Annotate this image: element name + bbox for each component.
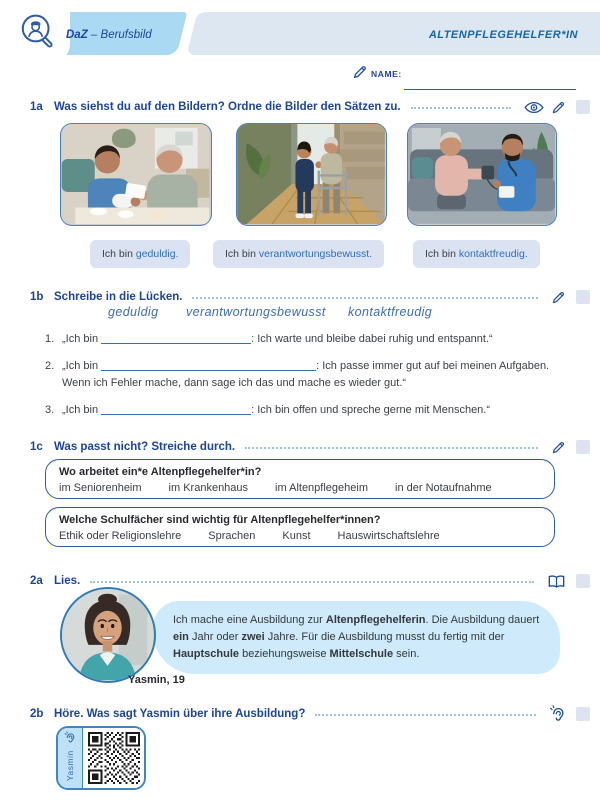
fill-in-blank[interactable] bbox=[101, 358, 316, 371]
sentence-text: „Ich bin : Ich bin offen und spreche gerne mit Menschen.“ bbox=[62, 403, 491, 416]
section-title: Höre. Was sagt Yasmin über ihre Ausbildung? bbox=[54, 708, 306, 720]
word-bank-item: kontaktfreudig bbox=[348, 305, 433, 319]
speaker-caption: Yasmin, 19 bbox=[128, 674, 185, 686]
fill-in-sentences bbox=[45, 331, 559, 428]
pill-text: Ich bin geduldig. bbox=[102, 248, 179, 260]
section-number: 1c bbox=[30, 441, 43, 453]
option: im Altenpflegeheim bbox=[275, 482, 368, 495]
sentence-3 bbox=[45, 402, 559, 420]
section-title: Was passt nicht? Streiche durch. bbox=[54, 441, 236, 453]
photo-2-caregiver-walks-senior-with-walker bbox=[236, 123, 387, 226]
dotted-leader bbox=[411, 107, 511, 109]
pill-text: Ich bin verantwortungsbewusst. bbox=[225, 248, 373, 260]
word-bank-item: verantwortungsbewusst bbox=[186, 305, 326, 319]
pencil-icon bbox=[352, 64, 368, 80]
pill-text: Ich bin kontaktfreudig. bbox=[425, 248, 528, 260]
word-bank-item: geduldig bbox=[108, 305, 159, 319]
margin-marker bbox=[576, 100, 590, 114]
series-rest: – Berufsbild bbox=[87, 29, 152, 41]
eye-icon bbox=[524, 101, 544, 114]
sentence-text: „Ich bin : Ich warte und bleibe dabei ruhig und entspannt.“ bbox=[62, 333, 493, 345]
ear-icon bbox=[549, 705, 566, 724]
ear-icon bbox=[64, 731, 76, 745]
name-input-line[interactable] bbox=[404, 74, 576, 90]
dotted-leader bbox=[245, 447, 538, 449]
fill-in-blank[interactable] bbox=[101, 331, 251, 344]
options-row bbox=[59, 528, 541, 545]
strike-through-box-workplaces bbox=[45, 459, 555, 499]
section-number: 1b bbox=[30, 291, 44, 303]
section-title: Schreibe in die Lücken. bbox=[54, 291, 183, 303]
pencil-icon bbox=[551, 100, 566, 115]
qr-card-label-strip bbox=[58, 728, 83, 788]
pencil-icon bbox=[551, 440, 566, 455]
sentence-pill-verantwortungsbewusst bbox=[213, 240, 384, 268]
qr-speaker-label: Yasmin bbox=[65, 750, 75, 781]
fill-in-blank[interactable] bbox=[101, 402, 251, 415]
section-number: 1a bbox=[30, 101, 43, 113]
sentence-text: „Ich bin : Ich passe immer gut auf bei meinen Aufgaben. Wenn ich Fehler mache, dann sage ich das und mache es wieder gut.“ bbox=[62, 359, 550, 390]
option: im Krankenhaus bbox=[168, 482, 249, 495]
sentence-number: 1. bbox=[45, 333, 55, 345]
dotted-leader bbox=[90, 581, 534, 583]
strike-through-box-school-subjects bbox=[45, 507, 555, 547]
bubble-text: Ich mache eine Ausbildung zur Altenpflegehelferin. Die Ausbildung dauert ein Jahr oder zwei Jahre. Für die Ausbildung musst du fertig mit der Hauptschule beziehungsweise Mittelschule sein. bbox=[173, 614, 540, 661]
sentence-pill-geduldig bbox=[90, 240, 190, 268]
section-1b-heading bbox=[30, 288, 590, 306]
avatar-yasmin bbox=[60, 587, 156, 683]
option: Hauswirtschaftslehre bbox=[337, 530, 440, 543]
sentence-2 bbox=[45, 358, 559, 393]
qr-code[interactable] bbox=[83, 728, 144, 788]
audio-qr-card bbox=[56, 726, 146, 790]
option: in der Notaufnahme bbox=[395, 482, 492, 495]
margin-marker bbox=[576, 290, 590, 304]
question: Welche Schulfächer sind wichtig für Altenpflegehelfer*innen? bbox=[59, 514, 381, 526]
dotted-leader bbox=[192, 297, 538, 299]
magnifier-person-icon bbox=[20, 12, 58, 54]
name-label: NAME: bbox=[371, 69, 402, 79]
series-label bbox=[66, 29, 152, 41]
question: Wo arbeitet ein*e Altenpflegehelfer*in? bbox=[59, 466, 262, 478]
photo-3-nurse-measures-blood-pressure-on-couch bbox=[407, 123, 557, 226]
section-number: 2b bbox=[30, 708, 44, 720]
margin-marker bbox=[576, 440, 590, 454]
section-1c-heading bbox=[30, 438, 590, 456]
sentence-1 bbox=[45, 331, 559, 349]
option: Kunst bbox=[282, 530, 311, 543]
option: Sprachen bbox=[208, 530, 256, 543]
open-book-icon bbox=[547, 574, 566, 589]
section-1a-heading bbox=[30, 98, 590, 116]
section-title: Lies. bbox=[54, 575, 81, 587]
photo-1-nurse-shows-document-to-senior-woman bbox=[60, 123, 212, 226]
option: im Seniorenheim bbox=[59, 482, 142, 495]
dotted-leader bbox=[315, 714, 536, 716]
page-title: ALTENPFLEGEHELFER*IN bbox=[428, 29, 578, 41]
option: Ethik oder Religionslehre bbox=[59, 530, 182, 543]
sentence-number: 2. bbox=[45, 359, 55, 372]
margin-marker bbox=[576, 574, 590, 588]
series-daz: DaZ bbox=[66, 29, 88, 41]
speech-bubble bbox=[153, 601, 560, 674]
pencil-icon bbox=[551, 290, 566, 305]
options-row bbox=[59, 480, 541, 497]
margin-marker bbox=[576, 707, 590, 721]
section-2b-heading bbox=[30, 705, 590, 723]
sentence-pill-kontaktfreudig bbox=[413, 240, 540, 268]
qr-code-image[interactable] bbox=[88, 731, 140, 785]
section-number: 2a bbox=[30, 575, 43, 587]
sentence-number: 3. bbox=[45, 403, 55, 416]
section-title: Was siehst du auf den Bildern? Ordne die Bilder den Sätzen zu. bbox=[54, 101, 401, 113]
logo-box bbox=[8, 4, 70, 62]
